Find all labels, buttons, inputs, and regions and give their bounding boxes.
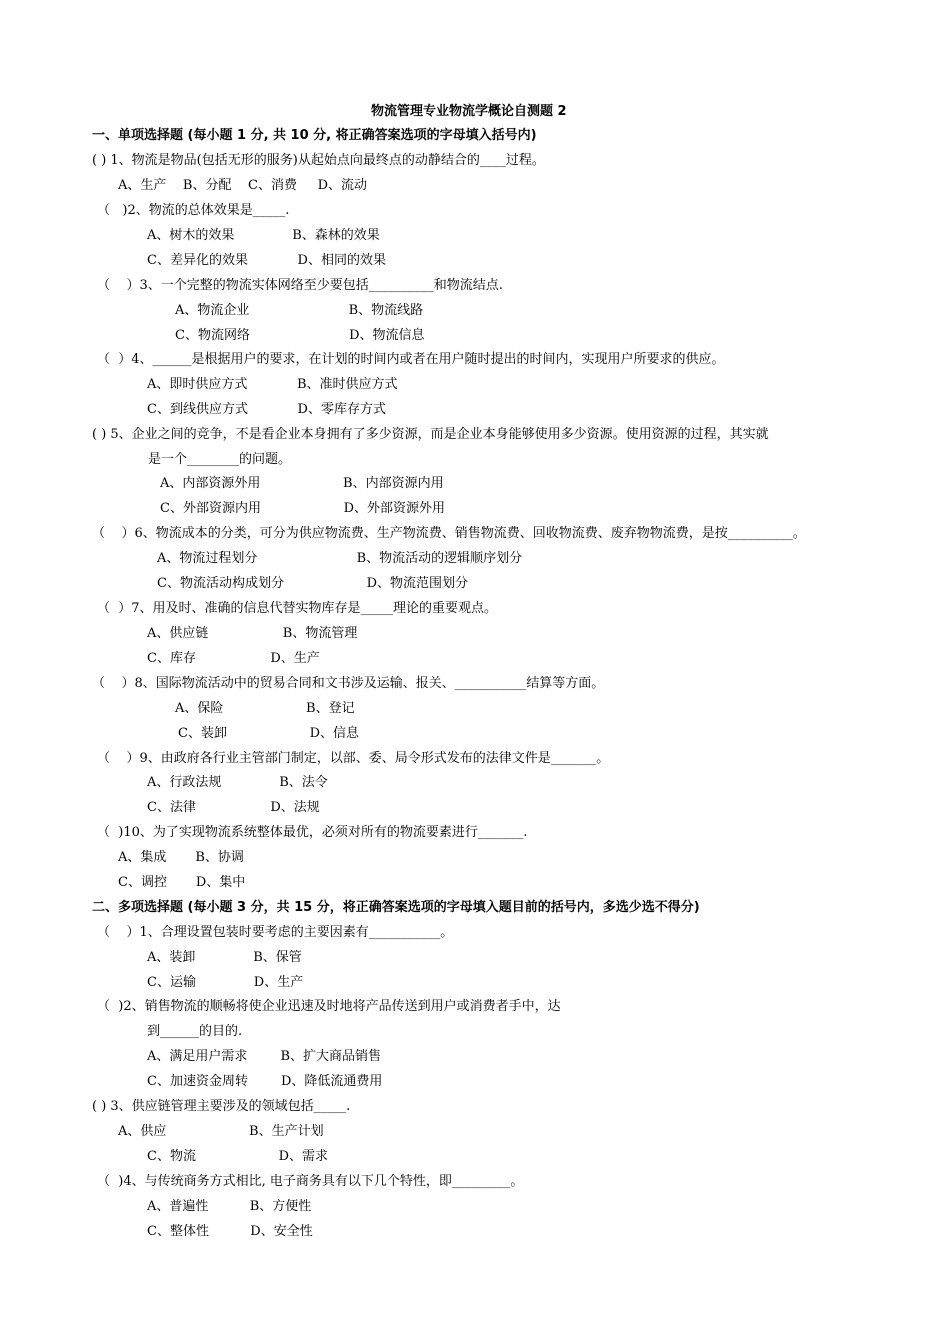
question-line: （ ）7、用及时、准确的信息代替实物库存是_____理论的重要观点。 [97,601,498,616]
option-line: A、装卸 B、保管 [147,950,302,965]
question-line: （ )2、销售物流的顺畅将使企业迅速及时地将产品传送到用户或消费者手中，达 [97,999,561,1014]
question-line: （ )10、为了实现物流系统整体最优，必须对所有的物流要素进行_______. [97,825,528,840]
option-line: C、物流网络 D、物流信息 [175,328,425,343]
question-line: （ ）9、由政府各行业主管部门制定，以部、委、局令形式发布的法律文件是_______。 [97,751,610,766]
question-line: ( ) 1、物流是物品(包括无形的服务)从起始点向最终点的动静结合的____过程。 [92,153,545,168]
option-line: C、运输 D、生产 [147,975,304,990]
question-line-continued: 到______的目的. [147,1024,243,1039]
option-line: A、保险 B、登记 [175,701,355,716]
option-line: C、外部资源内用 D、外部资源外用 [160,501,446,516]
question-line: （ ）1、合理设置包装时要考虑的主要因素有___________。 [97,925,454,940]
option-line: A、集成 B、协调 [118,850,244,865]
option-line: C、法律 D、法规 [147,800,320,815]
option-line: C、库存 D、生产 [147,651,320,666]
option-line: C、加速资金周转 D、降低流通费用 [147,1074,383,1089]
option-line: A、树木的效果 B、森林的效果 [147,228,380,243]
option-line: A、供应 B、生产计划 [118,1124,324,1139]
option-line: C、物流活动构成划分 D、物流范围划分 [157,576,469,591]
question-line-continued: 是一个________的问题。 [148,452,292,467]
option-line: C、到线供应方式 D、零库存方式 [147,402,386,417]
option-line: C、差异化的效果 D、相同的效果 [147,253,386,268]
option-line: A、物流过程划分 B、物流活动的逻辑顺序划分 [157,551,523,566]
option-line: C、整体性 D、安全性 [147,1224,313,1239]
option-line: A、满足用户需求 B、扩大商品销售 [147,1049,382,1064]
option-line: C、装卸 D、信息 [178,726,360,741]
question-line: ( ) 3、供应链管理主要涉及的领域包括_____. [92,1099,351,1114]
option-line: C、物流 D、需求 [147,1149,329,1164]
question-line: （ )4、与传统商务方式相比, 电子商务具有以下几个特性，即_________。 [97,1174,524,1189]
question-line: （ ）3、一个完整的物流实体网络至少要包括__________和物流结点. [97,278,503,293]
section-1-heading: 一、单项选择题 (每小题 1 分, 共 10 分, 将正确答案选项的字母填入括号内) [92,128,537,143]
option-line: A、物流企业 B、物流线路 [175,303,424,318]
option-line: A、行政法规 B、法令 [147,775,328,790]
question-line: （ ）4、______是根据用户的要求，在计划的时间内或者在用户随时提出的时间内，实现用户所要求的供应。 [97,352,725,367]
option-line: C、调控 D、集中 [118,875,246,890]
option-line: A、即时供应方式 B、准时供应方式 [147,377,398,392]
option-line: A、生产 B、分配 C、消费 D、流动 [118,178,368,193]
section-2-heading: 二、多项选择题 (每小题 3 分，共 15 分，将正确答案选项的字母填入题目前的括号内，多选少选不得分) [92,900,700,915]
question-line: （ ）8、国际物流活动中的贸易合同和文书涉及运输、报关、___________结算等方面。 [92,676,605,691]
option-line: A、普遍性 B、方便性 [147,1199,312,1214]
page-title: 物流管理专业物流学概论自测题 2 [371,104,567,119]
question-line: （ )2、物流的总体效果是_____. [97,203,290,218]
option-line: A、供应链 B、物流管理 [147,626,358,641]
question-line: ( ) 5、企业之间的竞争，不是看企业本身拥有了多少资源，而是企业本身能够使用多少资源。使用资源的过程，其实就 [92,427,769,442]
question-line: （ ）6、物流成本的分类，可分为供应物流费、生产物流费、销售物流费、回收物流费、废弃物物流费，是按__________。 [92,526,806,541]
option-line: A、内部资源外用 B、内部资源内用 [160,476,444,491]
